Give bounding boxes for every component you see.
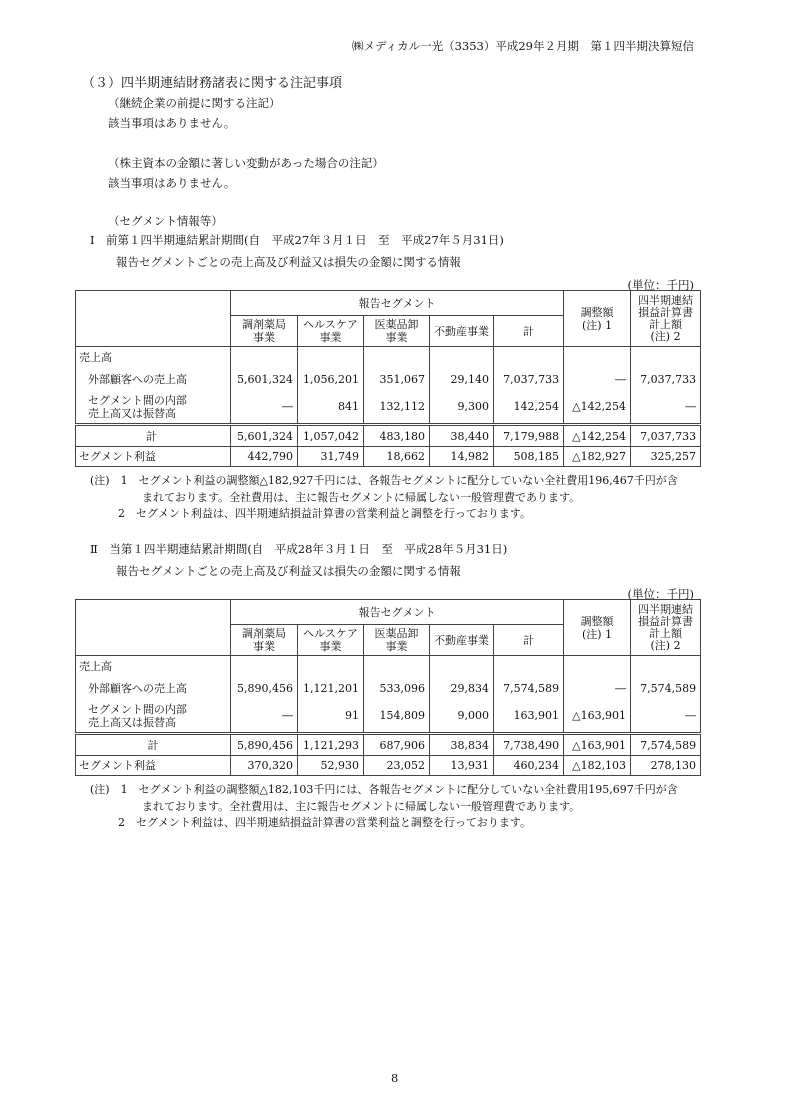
cell-value: 841 bbox=[298, 391, 364, 425]
cell-value: 278,130 bbox=[631, 756, 701, 776]
cell-value: 7,037,733 bbox=[631, 369, 701, 391]
cell-value: 18,662 bbox=[364, 447, 430, 467]
cell-value: 7,574,589 bbox=[631, 678, 701, 700]
header-real-estate: 不動産事業 bbox=[430, 316, 494, 347]
cell-value: 7,738,490 bbox=[494, 734, 564, 756]
going-concern-heading: （継続企業の前提に関する注記） bbox=[108, 96, 281, 110]
cell-value: 533,096 bbox=[364, 678, 430, 700]
row-label-external: 外部顧客への売上高 bbox=[76, 369, 231, 391]
header-subtotal: 計 bbox=[494, 316, 564, 347]
header-subtotal: 計 bbox=[494, 625, 564, 656]
cell-value: 31,749 bbox=[298, 447, 364, 467]
table-header-row bbox=[76, 600, 701, 625]
period-1-note-1-cont: まれております。全社費用は、主に報告セグメントに帰属しない一般管理費であります。 bbox=[142, 491, 581, 504]
header-healthcare: ヘルスケア 事業 bbox=[298, 316, 364, 347]
row-label-profit: セグメント利益 bbox=[76, 447, 231, 467]
page-header: ㈱メディカル一光（3353）平成29年２月期 第１四半期決算短信 bbox=[352, 39, 694, 53]
header-reported-segment: 報告セグメント bbox=[231, 600, 564, 625]
cell-value: 508,185 bbox=[494, 447, 564, 467]
cell-value: △163,901 bbox=[564, 734, 631, 756]
row-label-intersegment: セグメント間の内部 売上高又は振替高 bbox=[76, 700, 231, 734]
cell-value: 351,067 bbox=[364, 369, 430, 391]
cell-value: 38,834 bbox=[430, 734, 494, 756]
cell-value: ― bbox=[231, 700, 298, 734]
period-2-note-1: (注) 1 セグメント利益の調整額△182,103千円には、各報告セグメントに配分していない全社費用195,697千円が含 bbox=[90, 783, 678, 796]
period-1-title: Ⅰ 前第１四半期連結累計期間(自 平成27年３月１日 至 平成27年５月31日) bbox=[90, 233, 504, 247]
header-healthcare: ヘルスケア 事業 bbox=[298, 625, 364, 656]
page-number: 8 bbox=[391, 1071, 399, 1085]
table-row bbox=[76, 656, 701, 678]
cell-value: 154,809 bbox=[364, 700, 430, 734]
cell-value: 5,890,456 bbox=[231, 678, 298, 700]
cell-value: △163,901 bbox=[564, 700, 631, 734]
header-blank bbox=[76, 291, 231, 347]
table-row bbox=[76, 734, 701, 756]
cell-value: 1,121,293 bbox=[298, 734, 364, 756]
cell-value: 52,930 bbox=[298, 756, 364, 776]
cell-value: 325,257 bbox=[631, 447, 701, 467]
cell-value: 9,300 bbox=[430, 391, 494, 425]
cell-value: 460,234 bbox=[494, 756, 564, 776]
going-concern-text: 該当事項はありません。 bbox=[108, 116, 236, 130]
header-consolidated: 四半期連結 損益計算書 計上額 (注) 2 bbox=[631, 600, 701, 656]
cell-value: 442,790 bbox=[231, 447, 298, 467]
cell-value: 1,121,201 bbox=[298, 678, 364, 700]
equity-heading: （株主資本の金額に著しい変動があった場合の注記） bbox=[108, 156, 384, 170]
period-1-note-1: (注) 1 セグメント利益の調整額△182,927千円には、各報告セグメントに配分していない全社費用196,467千円が含 bbox=[90, 474, 678, 487]
cell-value: 1,057,042 bbox=[298, 425, 364, 447]
cell-value: 7,037,733 bbox=[631, 425, 701, 447]
cell-value: 29,140 bbox=[430, 369, 494, 391]
header-reported-segment: 報告セグメント bbox=[231, 291, 564, 316]
row-label-sales: 売上高 bbox=[76, 656, 231, 678]
period-2-note-2: 2 セグメント利益は、四半期連結損益計算書の営業利益と調整を行っております。 bbox=[118, 816, 532, 829]
period-1-note-2: 2 セグメント利益は、四半期連結損益計算書の営業利益と調整を行っております。 bbox=[118, 507, 532, 520]
cell-value: 1,056,201 bbox=[298, 369, 364, 391]
cell-value: 163,901 bbox=[494, 700, 564, 734]
row-label-external: 外部顧客への売上高 bbox=[76, 678, 231, 700]
cell-value: 5,601,324 bbox=[231, 369, 298, 391]
period-2-note-1-cont: まれております。全社費用は、主に報告セグメントに帰属しない一般管理費であります。 bbox=[142, 800, 581, 813]
header-blank bbox=[76, 600, 231, 656]
cell-value: △182,103 bbox=[564, 756, 631, 776]
header-adjustment: 調整額 (注) 1 bbox=[564, 600, 631, 656]
header-consolidated: 四半期連結 損益計算書 計上額 (注) 2 bbox=[631, 291, 701, 347]
header-pharmacy: 調剤薬局 事業 bbox=[231, 625, 298, 656]
cell-value: △142,254 bbox=[564, 391, 631, 425]
segment-table-1 bbox=[75, 290, 701, 467]
row-label-intersegment: セグメント間の内部 売上高又は振替高 bbox=[76, 391, 231, 425]
period-2-subtitle: 報告セグメントごとの売上高及び利益又は損失の金額に関する情報 bbox=[116, 564, 461, 578]
cell-value: ― bbox=[631, 700, 701, 734]
cell-value: 5,601,324 bbox=[231, 425, 298, 447]
cell-value: ― bbox=[564, 369, 631, 391]
segment-table-2 bbox=[75, 599, 701, 776]
cell-value: 29,834 bbox=[430, 678, 494, 700]
table-row bbox=[76, 678, 701, 700]
table-row bbox=[76, 347, 701, 369]
cell-value: ― bbox=[631, 391, 701, 425]
cell-value: ― bbox=[564, 678, 631, 700]
cell-value: 483,180 bbox=[364, 425, 430, 447]
cell-value: 23,052 bbox=[364, 756, 430, 776]
table-row bbox=[76, 756, 701, 776]
period-1-subtitle: 報告セグメントごとの売上高及び利益又は損失の金額に関する情報 bbox=[116, 255, 461, 269]
cell-value: 38,440 bbox=[430, 425, 494, 447]
cell-value: 13,931 bbox=[430, 756, 494, 776]
cell-value: 7,037,733 bbox=[494, 369, 564, 391]
cell-value: 370,320 bbox=[231, 756, 298, 776]
table-row bbox=[76, 425, 701, 447]
cell-value: 142,254 bbox=[494, 391, 564, 425]
table-row bbox=[76, 700, 701, 734]
period-2-unit: (単位：千円) bbox=[627, 587, 694, 601]
segment-heading: （セグメント情報等） bbox=[108, 214, 223, 228]
cell-value: 7,574,589 bbox=[494, 678, 564, 700]
cell-value: △142,254 bbox=[564, 425, 631, 447]
cell-value: 7,179,988 bbox=[494, 425, 564, 447]
period-1-unit: (単位：千円) bbox=[627, 278, 694, 292]
table-row bbox=[76, 369, 701, 391]
cell-value: △182,927 bbox=[564, 447, 631, 467]
row-label-profit: セグメント利益 bbox=[76, 756, 231, 776]
row-label-sales: 売上高 bbox=[76, 347, 231, 369]
period-2-title: Ⅱ 当第１四半期連結累計期間(自 平成28年３月１日 至 平成28年５月31日) bbox=[90, 542, 508, 556]
cell-value: 91 bbox=[298, 700, 364, 734]
cell-value: ― bbox=[231, 391, 298, 425]
header-real-estate: 不動産事業 bbox=[430, 625, 494, 656]
table-row bbox=[76, 447, 701, 467]
cell-value: 687,906 bbox=[364, 734, 430, 756]
cell-value: 5,890,456 bbox=[231, 734, 298, 756]
header-wholesale: 医薬品卸 事業 bbox=[364, 316, 430, 347]
header-wholesale: 医薬品卸 事業 bbox=[364, 625, 430, 656]
row-label-subtotal: 計 bbox=[76, 425, 231, 447]
cell-value: 14,982 bbox=[430, 447, 494, 467]
cell-value: 7,574,589 bbox=[631, 734, 701, 756]
equity-text: 該当事項はありません。 bbox=[108, 176, 236, 190]
header-adjustment: 調整額 (注) 1 bbox=[564, 291, 631, 347]
table-row bbox=[76, 391, 701, 425]
cell-value: 132,112 bbox=[364, 391, 430, 425]
section-title: （３）四半期連結財務諸表に関する注記事項 bbox=[82, 76, 343, 91]
header-pharmacy: 調剤薬局 事業 bbox=[231, 316, 298, 347]
cell-value: 9,000 bbox=[430, 700, 494, 734]
row-label-subtotal: 計 bbox=[76, 734, 231, 756]
table-header-row bbox=[76, 291, 701, 316]
